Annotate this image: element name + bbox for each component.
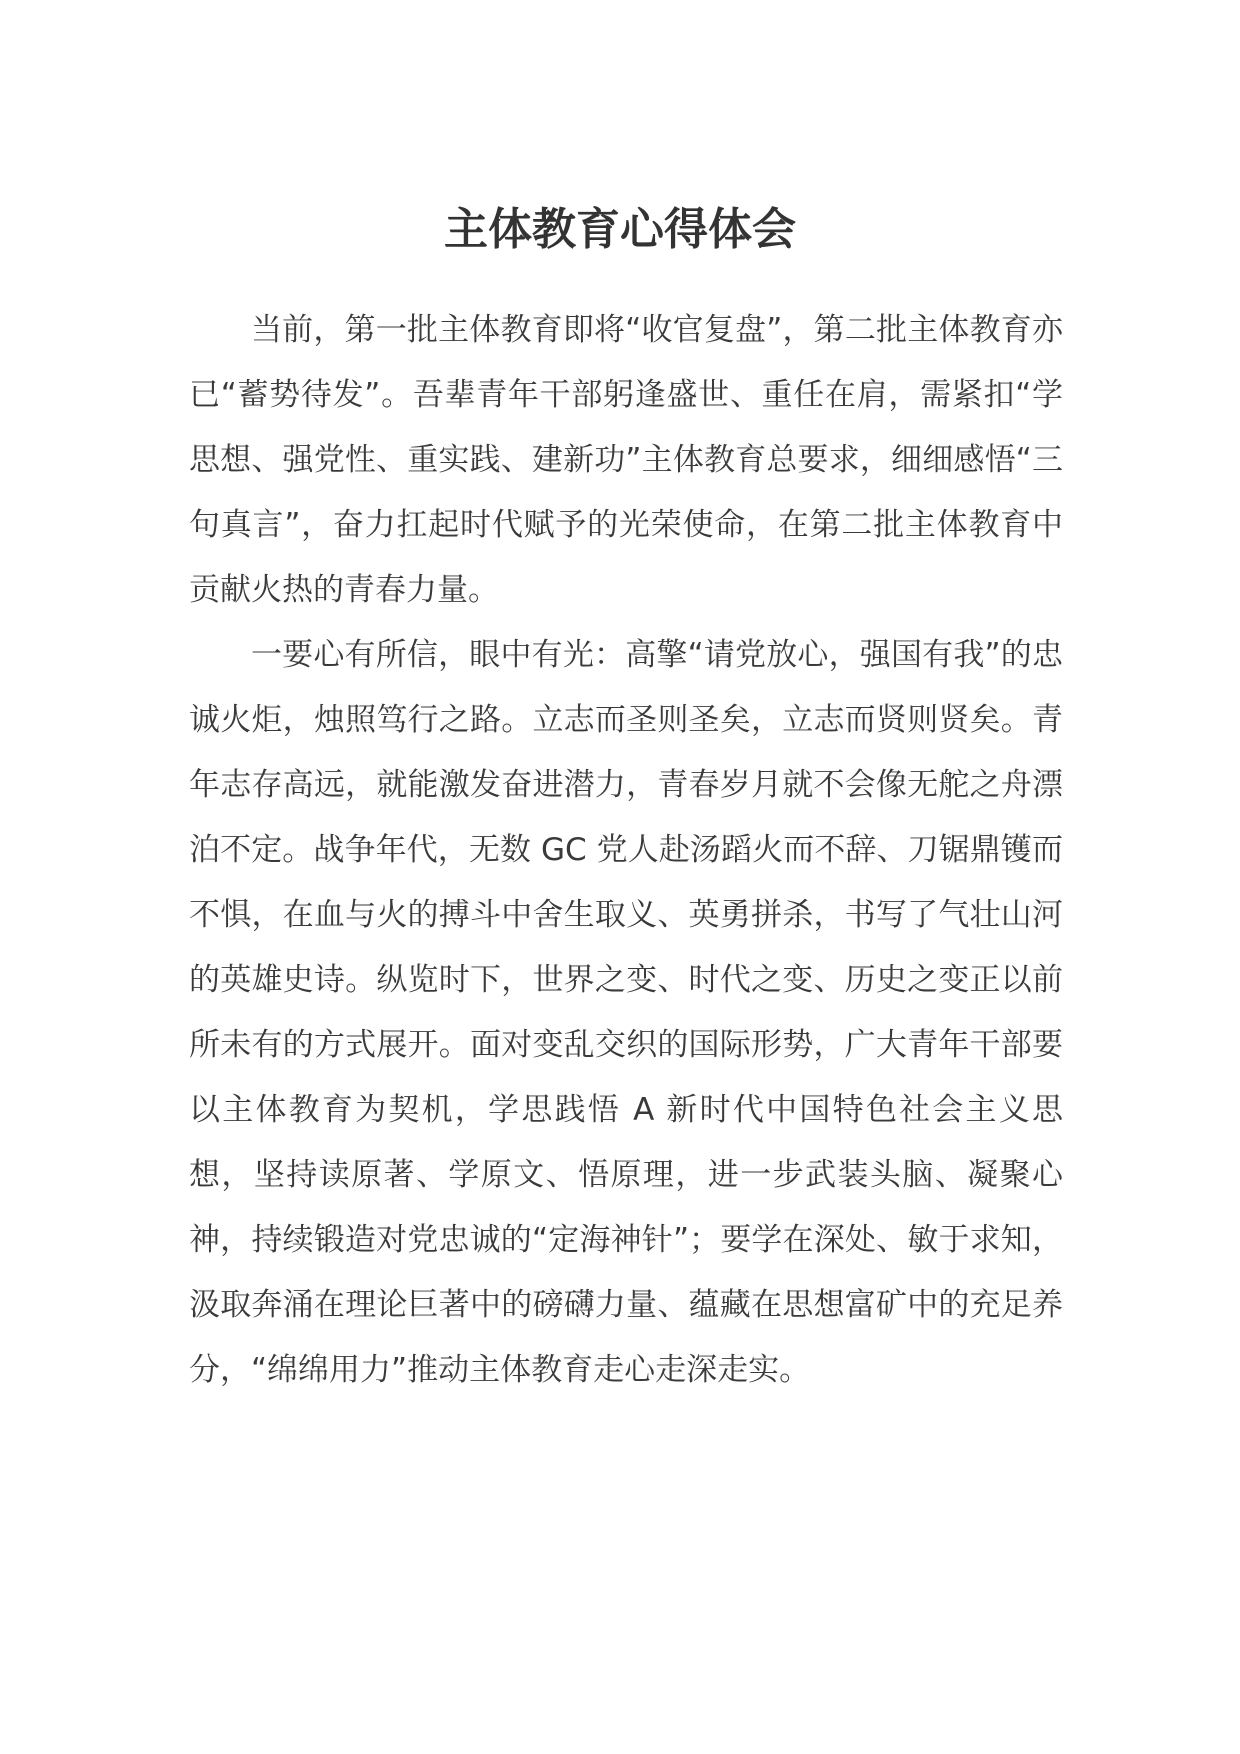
document-body — [189, 298, 1063, 1403]
paragraph-first-point: 一要心有所信，眼中有光：高擎“请党放心，强国有我”的忠诚火炬，烛照笃行之路。立志而圣则圣矣，立志而贤则贤矣。青年志存高远，就能激发奋进潜力，青春岁月就不会像无舵之舟漂泊不定。战争年代，无数 GC 党人赴汤蹈火而不辞、刀锯鼎镬而不惧，在血与火的搏斗中舍生取义、英勇拼杀，书写了气壮山河的英雄史诗。纵览时下，世界之变、时代之变、历史之变正以前所未有的方式展开。面对变乱交织的国际形势，广大青年干部要以主体教育为契机，学思践悟 A 新时代中国特色社会主义思想，坚持读原著、学原文、悟原理，进一步武装头脑、凝聚心神，持续锻造对党忠诚的“定海神针”；要学在深处、敏于求知，汲取奔涌在理论巨著中的磅礴力量、蕴藏在思想富矿中的充足养分，“绵绵用力”推动主体教育走心走深走实。 — [189, 637, 1063, 1388]
paragraph-intro: 当前，第一批主体教育即将“收官复盘”，第二批主体教育亦已“蓄势待发”。吾辈青年干部躬逢盛世、重任在肩，需紧扣“学思想、强党性、重实践、建新功”主体教育总要求，细细感悟“三句真言”，奋力扛起时代赋予的光荣使命，在第二批主体教育中贡献火热的青春力量。 — [189, 312, 1063, 608]
document-title: 主体教育心得体会 — [444, 204, 796, 255]
